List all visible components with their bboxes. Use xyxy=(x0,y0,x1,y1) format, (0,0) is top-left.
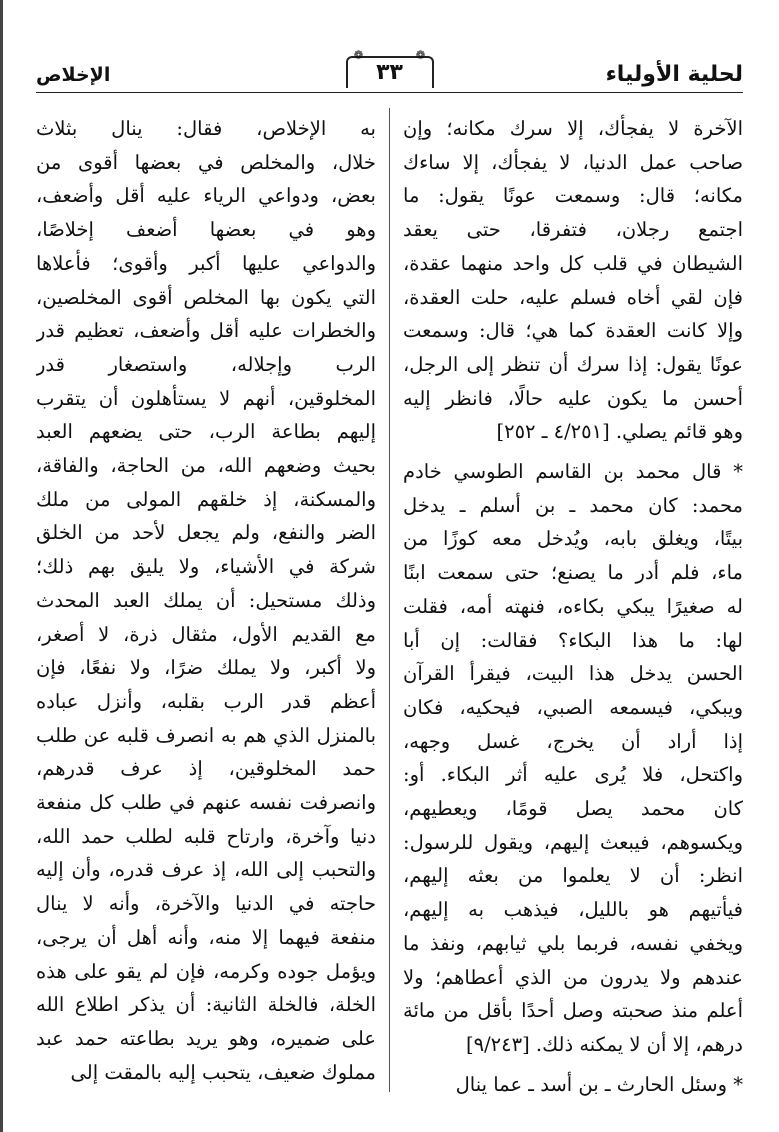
text-line: الحسن يدخل هذا البيت، فيقرأ القرآن xyxy=(403,662,743,686)
text-line: ويؤمل جوده وكرمه، فإن لم يقو على هذه xyxy=(36,959,376,983)
text-line: واكتحل، فلا يُرى عليه أثر البكاء. أو: xyxy=(403,763,743,787)
text-line: بيتًا، ويغلق بابه، ويُدخل معه كوزًا من xyxy=(403,527,743,551)
text-line: محمد: كان محمد ـ بن أسلم ـ يدخل xyxy=(403,493,743,517)
text-line: درهم، إلا أن لا يمكنه ذلك. [٩/٢٤٣] xyxy=(466,1032,743,1056)
running-title-chapter: الإخلاص xyxy=(36,64,111,86)
text-line: * قال محمد بن القاسم الطوسي خادم xyxy=(403,460,743,484)
text-line: إليهم بطاعة الرب، حتى يضعهم العبد xyxy=(36,420,376,444)
text-line: الضر والنفع، ولم يجعل لأحد من الخلق xyxy=(36,521,376,545)
text-line: له صغيرًا يبكي بكاءه، فنهته أمه، فقلت xyxy=(403,594,743,618)
text-line: وانصرفت نفسه عنهم في طلب كل منفعة xyxy=(36,791,376,815)
text-line: كان محمد يصل قومًا، ويعطيهم، xyxy=(403,797,743,821)
text-line: ويكسوهم، فيبعث إليهم، ويقول للرسول: xyxy=(403,830,743,854)
running-title-book: لحلية الأولياء xyxy=(605,62,743,87)
text-line: الخلة، فالخلة الثانية: أن يذكر اطلاع الله xyxy=(36,993,376,1017)
text-line: الرب وإجلاله، واستصغار قدر xyxy=(36,352,376,376)
text-line: مملوك ضعيف، يتحبب إليه بالمقت إلى xyxy=(70,1060,376,1084)
text-line: أحسن ما يكون عليه حالًا، فانظر إليه xyxy=(403,386,743,410)
text-line: عونًا يقول: إذا سرك أن تنظر إلى الرجل، xyxy=(403,352,743,376)
left-column xyxy=(36,112,376,1089)
text-line: * وسئل الحارث ـ بن أسد ـ عما ينال xyxy=(455,1072,743,1096)
text-line: منفعة فيهما إلا منه، وأنه أهل أن يرجى، xyxy=(36,925,376,949)
ornament-icon: ❁ xyxy=(415,48,426,62)
text-line: انظر: أن لا يعلموا من بعثه إليهم، xyxy=(403,864,743,888)
text-line: لها: ما هذا البكاء؟ فقالت: إن أبا xyxy=(403,628,743,652)
text-line: ماء، فلم أدر ما يصنع؛ حتى سمعت ابنًا xyxy=(403,561,743,585)
text-line: خلال، والمخلص في بعضها أقوى من xyxy=(36,150,376,174)
text-line: المخلوقين، أنهم لا يستأهلون أن يتقرب xyxy=(36,386,376,410)
text-line: فإن لقي أخاه فسلم عليه، حلت العقدة، xyxy=(403,285,743,309)
text-line: والتحبب إلى الله، إذ عرف قدره، وأن إليه xyxy=(36,858,376,882)
text-line: فيأتيهم هو بالليل، فيذهب به إليهم، xyxy=(403,898,743,922)
text-line: وهو قائم يصلي. [٤/٢٥١ ـ ٢٥٢] xyxy=(496,420,743,444)
right-column xyxy=(403,112,743,1101)
text-line: وهو في بعضها أضعف إخلاصًا، xyxy=(36,218,376,242)
text-line: بالمنزل الذي هم به انصرف قلبه عن طلب xyxy=(36,723,376,747)
text-line: والخطرات عليه أقل وأضعف، تعظيم قدر xyxy=(36,319,376,343)
text-line: دنيا وآخرة، وارتاح قلبه لطلب حمد الله، xyxy=(36,824,376,848)
text-line: عندهم ولا يدرون من الذي أعطاهم؛ ولا xyxy=(403,965,743,989)
text-line: حمد المخلوقين، إذ عرف قدرهم، xyxy=(36,757,376,781)
text-line: ولا أكبر، ولا يملك ضرًا، ولا نفعًا، فإن xyxy=(36,656,376,680)
text-line: على ضميره، وهو يريد بطاعته حمد عبد xyxy=(36,1026,376,1050)
text-line: شركة في الأشياء، ولا يليق بهم ذلك؛ xyxy=(36,555,376,579)
page-header xyxy=(36,48,743,92)
text-line: به الإخلاص، فقال: ينال بثلاث xyxy=(36,117,376,140)
column-divider xyxy=(389,108,390,1092)
text-line: وإلا كانت العقدة كما هي؛ قال: وسمعت xyxy=(403,319,743,343)
text-line: حاجته في الدنيا والآخرة، وأنه لا ينال xyxy=(36,892,376,916)
page-edge-shadow xyxy=(0,0,3,1132)
text-line: ويخفي نفسه، فربما بلي ثيابهم، ونفذ ما xyxy=(403,931,743,955)
text-line: وذلك مستحيل: أن يملك العبد المحدث xyxy=(36,588,376,612)
page-number-frame xyxy=(346,48,434,88)
ornament-icon: ❁ xyxy=(353,48,364,62)
text-line: والدواعي عليها أكبر وأقوى؛ فأعلاها xyxy=(36,251,376,275)
text-line: والمسكنة، إذ خلقهم المولى من ملك xyxy=(36,487,376,511)
text-line: بحيث وضعهم الله، من الحاجة، والفاقة، xyxy=(36,454,376,478)
text-line: أعلم منذ صحبته وصل أحدًا بأقل من مائة xyxy=(403,999,743,1023)
header-divider xyxy=(36,92,743,93)
text-line: مكانه؛ قال: وسمعت عونًا يقول: ما xyxy=(403,184,743,208)
text-line: ويبكي، فيسمعه الصبي، فيحكيه، فكان xyxy=(403,695,743,719)
text-line: الآخرة لا يفجأك، إلا سرك مكانه؛ وإن xyxy=(403,117,743,140)
text-line: بعض، ودواعي الرياء عليه أقل وأضعف، xyxy=(36,184,376,208)
page-number: ٣٣ xyxy=(376,60,403,85)
text-line: مع القديم الأول، مثقال ذرة، لا أصغر، xyxy=(36,622,376,646)
text-line: صاحب عمل الدنيا، لا يفجأك، إلا ساءك xyxy=(403,150,743,174)
text-line: اجتمع رجلان، فتفرقا، حتى يعقد xyxy=(403,218,743,242)
text-line: إذا أراد أن يخرج، غسل وجهه، xyxy=(403,729,743,753)
text-line: التي يكون بها المخلص أقوى المخلصين، xyxy=(36,285,376,309)
text-line: أعظم قدر الرب بقلبه، وأنزل عباده xyxy=(36,689,376,713)
text-line: الشيطان في قلب كل واحد منهما عقدة، xyxy=(403,251,743,275)
